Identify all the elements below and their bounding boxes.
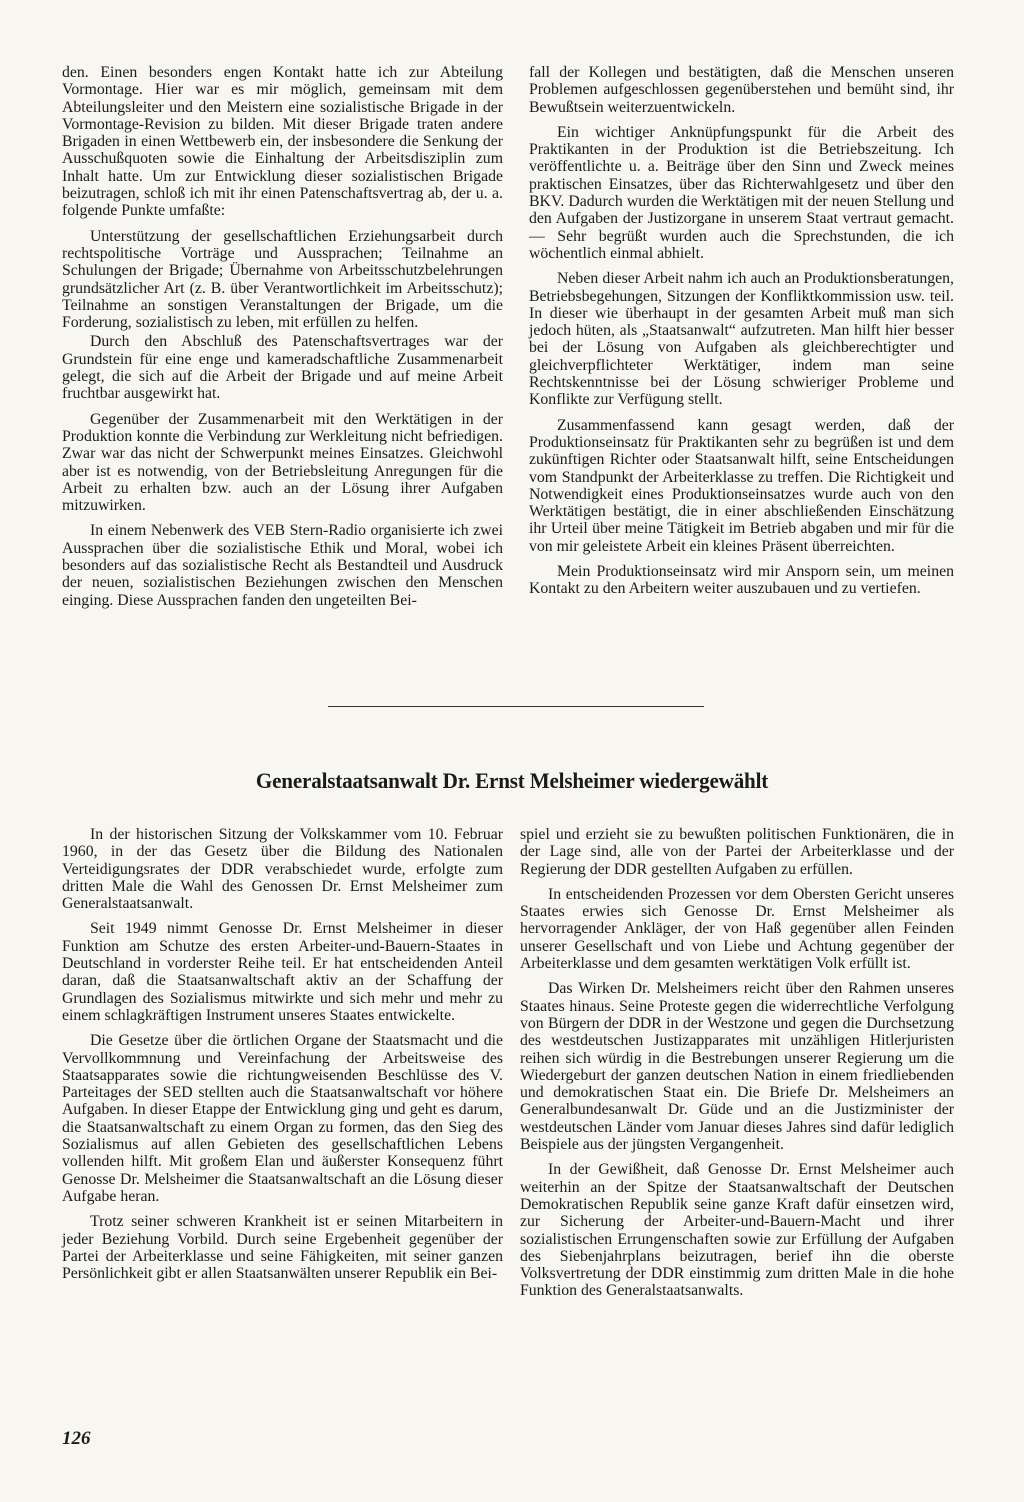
paragraph: Seit 1949 nimmt Genosse Dr. Ernst Melsheimer in dieser Funktion am Schutze des ersten Arbeiter-und-Bauern-Staates in Deutschland in vorderster Reihe teil. Er hat entscheidenden Anteil daran, daß die Staatsanwaltschaft aktiv an der Schaffung der Grundlagen des Sozialismus mitwirkte und sich mehr und mehr zu einem schlagkräftigen Instrument unseres Staates entwickelte.: [62, 920, 503, 1024]
paragraph: Unterstützung der gesellschaftlichen Erziehungsarbeit durch rechtspolitische Vorträge und Aussprachen; Teilnahme an Schulungen der Brigade; Übernahme von Arbeitsschutzbelehrungen grundsätzlicher Art (z. B. über Verantwortlichkeit im Arbeitsschutz); Teilnahme an sonstigen Veranstaltungen der Brigade, um die Forderung, sozialistisch zu leben, mit erfüllen zu helfen.: [62, 227, 503, 332]
article1-right-column: [529, 64, 954, 606]
paragraph: In der historischen Sitzung der Volkskammer vom 10. Februar 1960, in der das Gesetz über die Bildung des Nationalen Verteidigungsrates der DDR verabschiedet wurde, erfolgte zum dritten Male die Wahl des Genossen Dr. Ernst Melsheimer zum Generalstaatsanwalt.: [62, 826, 503, 913]
section-divider: [328, 706, 704, 707]
paragraph: Gegenüber der Zusammenarbeit mit den Werktätigen in der Produktion konnte die Verbindung zur Werkleitung nicht befriedigen. Zwar war das nicht der Schwerpunkt meines Einsatzes. Gleichwohl aber ist es notwendig, von der Betriebsleitung Anregungen für die Arbeit zu erhalten bzw. auch an der Lösung ihrer Aufgaben mitzuwirken.: [62, 410, 503, 515]
paragraph: In entscheidenden Prozessen vor dem Obersten Gericht unseres Staates erwies sich Genosse Dr. Ernst Melsheimer als hervorragender Ankläger, der von Haß gegenüber allen Feinden unserer Gesellschaft und von Liebe und Achtung gegenüber der Arbeiterklasse und dem gesamten werktätigen Volk erfüllt ist.: [520, 885, 954, 973]
paragraph: Trotz seiner schweren Krankheit ist er seinen Mitarbeitern in jeder Beziehung Vorbild. Durch seine Ergebenheit gegenüber der Partei der Arbeiterklasse und seine Fähigkeiten, mit seiner ganzen Persönlichkeit gibt er allen Staatsanwälten unserer Republik ein Bei-: [62, 1213, 503, 1283]
article2-left-column: [62, 826, 503, 1290]
paragraph: Neben dieser Arbeit nahm ich auch an Produktionsberatungen, Betriebsbegehungen, Sitzungen der Konfliktkommission usw. teil. In dieser wie überhaupt in der gesamten Arbeit muß man sich jedoch hüten, als „Staatsanwalt“ aufzutreten. Man hilft hier besser bei der Lösung von Aufgaben als gleichberechtigter und gleichverpflichteter Werktätiger, indem man seine Rechtskenntnisse bei der Lösung schwieriger Probleme und Konflikte zur Verfügung stellt.: [529, 270, 954, 409]
article1-left-column: [62, 64, 503, 617]
paragraph: den. Einen besonders engen Kontakt hatte ich zur Abteilung Vormontage. Hier war es mir möglich, gemeinsam mit dem Abteilungsleiter und den Meistern eine sozialistische Brigade in der Vormontage-Revision zu bilden. Mit dieser Brigade traten andere Brigaden in einen Wettbewerb ein, der insbesondere die Senkung der Ausschußquoten sowie die Einhaltung der Arbeitsdisziplin zum Inhalt hatte. Um zur Entwicklung dieser sozialistischen Brigade beizutragen, schloß ich mit ihr einen Patenschaftsvertrag ab, der u. a. folgende Punkte umfaßte:: [62, 64, 503, 220]
paragraph: In der Gewißheit, daß Genosse Dr. Ernst Melsheimer auch weiterhin an der Spitze der Staatsanwaltschaft der Deutschen Demokratischen Republik seine ganze Kraft dafür einsetzen wird, zur Sicherung der Arbeiter-und-Bauern-Macht und ihrer sozialistischen Errungenschaften sowie zur Erfüllung der Aufgaben des Siebenjahrplans beizutragen, berief ihn die oberste Volksvertretung der DDR einstimmig zum dritten Male in die hohe Funktion des Generalstaatsanwalts.: [520, 1161, 954, 1300]
paragraph: Ein wichtiger Anknüpfungspunkt für die Arbeit des Praktikanten in der Produktion ist die Betriebszeitung. Ich veröffentlichte u. a. Beiträge über den Sinn und Zweck meines praktischen Einsatzes, über das Richterwahlgesetz und über den BKV. Dadurch wurden die Werktätigen mit der neuen Stellung und den Aufgaben der Justizorgane in unserem Staat vertraut gemacht. — Sehr begrüßt wurden auch die Sprechstunden, die ich wöchentlich einmal abhielt.: [529, 123, 954, 262]
paragraph: Die Gesetze über die örtlichen Organe der Staatsmacht und die Vervollkommnung und Vereinfachung der Arbeitsweise des Staatsapparates sowie die richtungweisenden Beschlüsse des V. Parteitages der SED stellten auch die Staatsanwaltschaft vor höhere Aufgaben. In dieser Etappe der Entwicklung ging und geht es darum, die Staatsanwaltschaft zu einem Organ zu formen, das den Sieg des Sozialismus auf allen Gebieten des gesellschaftlichen Lebens vollenden hilft. Mit großem Elan und äußerster Konsequenz führt Genosse Dr. Melsheimer die Staatsanwaltschaft an die Lösung dieser Aufgabe heran.: [62, 1032, 503, 1205]
paragraph: Mein Produktionseinsatz wird mir Ansporn sein, um meinen Kontakt zu den Arbeitern weiter auszubauen und zu vertiefen.: [529, 563, 954, 598]
paragraph: Durch den Abschluß des Patenschaftsvertrages war der Grundstein für eine enge und kameradschaftliche Zusammenarbeit gelegt, die sich auf die Arbeit der Brigade und auf meine Arbeit fruchtbar ausgewirkt hat.: [62, 333, 503, 403]
paragraph: spiel und erzieht sie zu bewußten politischen Funktionären, die in der Lage sind, alle von der Partei der Arbeiterklasse und der Regierung der DDR gestellten Aufgaben zu erfüllen.: [520, 826, 954, 878]
paragraph: In einem Nebenwerk des VEB Stern-Radio organisierte ich zwei Aussprachen über die sozialistische Ethik und Moral, wobei ich besonders auf das sozialistische Recht als Bestandteil und Ausdruck der neuen, sozialistischen Beziehungen zwischen den Menschen einging. Diese Aussprachen fanden den ungeteilten Bei-: [62, 522, 503, 609]
paragraph: Zusammenfassend kann gesagt werden, daß der Produktionseinsatz für Praktikanten sehr zu begrüßen ist und dem zukünftigen Richter oder Staatsanwalt hilft, seine Entscheidungen vom Standpunkt der Arbeiterklasse zu treffen. Die Richtigkeit und Notwendigkeit eines Produktionseinsatzes wurde auch von den Werktätigen bestätigt, die in einer abschließenden Einschätzung ihr Urteil über meine Tätigkeit im Betrieb abgaben und mir für die von mir geleistete Arbeit ein kleines Präsent überreichten.: [529, 416, 954, 555]
paragraph: Das Wirken Dr. Melsheimers reicht über den Rahmen unseres Staates hinaus. Seine Proteste gegen die widerrechtliche Verfolgung von Bürgern der DDR in der Westzone und gegen die Durchsetzung des westdeutschen Justizapparates mit unzähligen Hitlerjuristen reihen sich würdig in die Bestrebungen unserer Regierung um die Wiedergeburt der ganzen deutschen Nation in einem friedliebenden und demokratischen Staat ein. Die Briefe Dr. Melsheimers an Generalbundesanwalt Dr. Güde und an die Justizminister der westdeutschen Länder vom Januar dieses Jahres sind dafür lediglich Beispiele aus der jüngsten Vergangenheit.: [520, 980, 954, 1154]
page-number: 126: [62, 1428, 91, 1449]
article-headline: Generalstaatsanwalt Dr. Ernst Melsheimer wiedergewählt: [255, 768, 769, 793]
paragraph: fall der Kollegen und bestätigten, daß die Menschen unseren Problemen aufgeschlossen gegenüberstehen und bemüht sind, ihr Bewußtsein weiterzuentwickeln.: [529, 64, 954, 116]
article2-right-column: [520, 826, 954, 1308]
